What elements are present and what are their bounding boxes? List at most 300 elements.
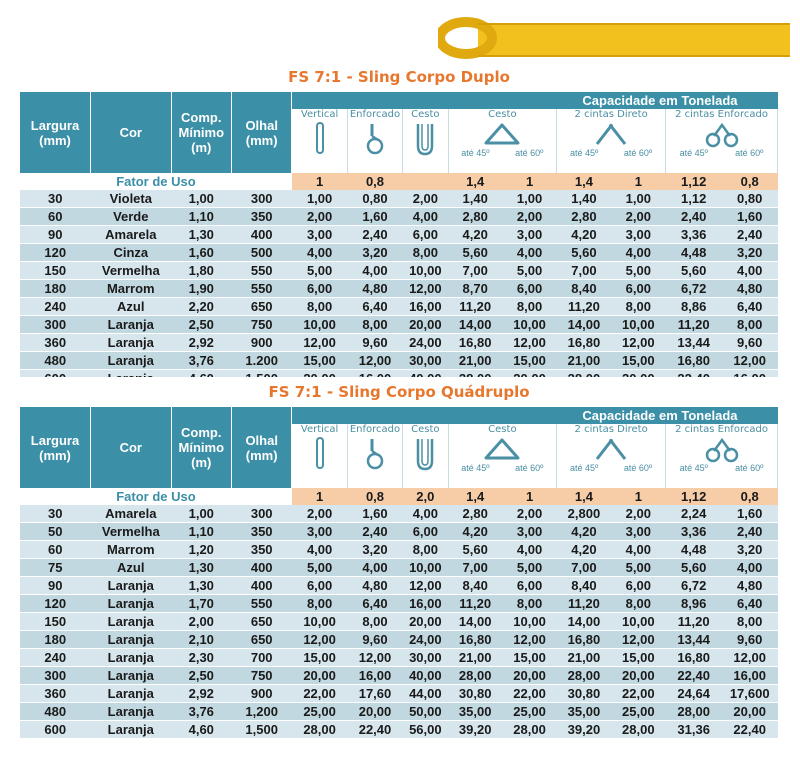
fator-value: 1	[611, 173, 665, 190]
table-cell: 30	[20, 505, 91, 523]
fator-value	[403, 173, 448, 190]
table-cell: 16,80	[666, 649, 722, 667]
table-cell: 12,00	[502, 334, 556, 352]
table-cell: 22,00	[292, 685, 347, 703]
table-cell: 400	[231, 577, 291, 595]
header-largura-text: (mm)	[39, 447, 71, 463]
table-cell: 1,60	[722, 505, 778, 523]
table-cell: Amarela	[91, 226, 172, 244]
table-cell: 2,40	[722, 226, 778, 244]
vertical-hitch-icon	[314, 437, 326, 469]
fator-value: 1	[611, 488, 665, 505]
table-cell: 600	[20, 721, 91, 739]
table-cell: 10,00	[403, 559, 448, 577]
table-cell: 12,00	[611, 334, 665, 352]
table-cell: 4,00	[403, 505, 448, 523]
table-cell: 6,40	[347, 595, 402, 613]
table-cell: 8,00	[611, 298, 665, 316]
table-cell: 7,00	[448, 559, 502, 577]
table-cell: 8,96	[666, 595, 722, 613]
table-cell: 6,00	[502, 577, 556, 595]
table-cell: 500	[231, 244, 291, 262]
header-olhal-text: Olhal	[245, 117, 278, 133]
table-cell: 10,00	[611, 316, 665, 334]
table-cell: 650	[231, 298, 291, 316]
table-cell: 3,20	[347, 244, 402, 262]
table-cell: 5,00	[292, 559, 347, 577]
angle-label: até 60º	[515, 463, 544, 473]
table-cell: 8,40	[557, 280, 611, 298]
table-cell: 2,00	[171, 613, 231, 631]
table-cell: Azul	[91, 559, 172, 577]
table-cell: 2,00	[502, 208, 556, 226]
table-cell: 30,00	[403, 649, 448, 667]
table-cell: 1,70	[171, 595, 231, 613]
table-cell: 3,00	[292, 226, 347, 244]
table-cell: 30,80	[448, 685, 502, 703]
angle-label: até 45º	[570, 148, 599, 158]
col-vertical	[292, 109, 347, 173]
table-cell: 4,20	[557, 523, 611, 541]
table-cell: 3,00	[611, 523, 665, 541]
col-direto-label: 2 cintas Direto	[574, 109, 648, 120]
table-cell: 550	[231, 595, 291, 613]
fator-value: 0,8	[347, 488, 402, 505]
fator-value: 1,4	[557, 173, 611, 190]
header-row	[20, 407, 778, 424]
table-cell: 6,40	[722, 298, 778, 316]
choker-hitch-icon	[364, 122, 386, 156]
table-cell: 3,76	[171, 703, 231, 721]
table-cell: 2,40	[666, 208, 722, 226]
table-cell: 20,00	[722, 703, 778, 721]
table-cell: 12,00	[502, 631, 556, 649]
table-cell: 44,00	[403, 685, 448, 703]
table-cell: 8,00	[722, 316, 778, 334]
table-cell: 3,00	[502, 226, 556, 244]
choker-hitch-icon	[364, 437, 386, 471]
col-enforcado	[347, 424, 402, 488]
table-cell: 10,00	[611, 613, 665, 631]
fator-value: 1,4	[448, 173, 502, 190]
table-cell: 6,00	[292, 280, 347, 298]
header-cor	[91, 92, 172, 173]
section-title: FS 7:1 - Sling Corpo Duplo	[20, 62, 778, 92]
table-cell: 20,00	[403, 316, 448, 334]
table-row	[20, 523, 778, 541]
table-cell: 24,00	[403, 334, 448, 352]
table-cell: 28,00	[292, 721, 347, 739]
table-cell: 4,48	[666, 541, 722, 559]
table-cell: 11,20	[557, 595, 611, 613]
table-cell: 9,60	[347, 631, 402, 649]
table-cell: 90	[20, 577, 91, 595]
section-corpo-duplo	[20, 62, 778, 388]
angle-label: até 45º	[570, 463, 599, 473]
table-cell: 60	[20, 208, 91, 226]
table-cell: 150	[20, 613, 91, 631]
col-direto-label: 2 cintas Direto	[574, 424, 648, 435]
table-cell: 10,00	[502, 316, 556, 334]
table-row	[20, 334, 778, 352]
header-comp-text: Mínimo	[178, 440, 225, 455]
col-enforcado-label: Enforcado	[349, 424, 401, 435]
table-cell: 3,20	[722, 244, 778, 262]
table-cell: 7,00	[448, 262, 502, 280]
table-row	[20, 352, 778, 370]
header-comp-text: (m)	[191, 455, 212, 470]
table-cell: 6,40	[722, 595, 778, 613]
table-cell: 1,90	[171, 280, 231, 298]
table-cell: 9,60	[722, 334, 778, 352]
col-direto-angles	[557, 148, 665, 158]
table-cell: 8,00	[502, 298, 556, 316]
table-cell: 4,00	[403, 208, 448, 226]
table-cell: 5,60	[557, 244, 611, 262]
table-cell: Laranja	[91, 316, 172, 334]
table-cell: 350	[231, 523, 291, 541]
table-row	[20, 649, 778, 667]
table-cell: 350	[231, 208, 291, 226]
table-cell: 3,00	[292, 523, 347, 541]
table-cell: 35,00	[448, 703, 502, 721]
table-cell: 20,00	[611, 667, 665, 685]
two-slings-choker-icon	[702, 122, 742, 148]
header-olhal-text: Olhal	[245, 432, 278, 448]
table-row	[20, 316, 778, 334]
table-cell: 16,80	[557, 334, 611, 352]
two-slings-direct-icon	[591, 122, 631, 148]
table-cell: 22,40	[347, 721, 402, 739]
table-cell: 28,00	[502, 721, 556, 739]
table-cell: 39,20	[557, 721, 611, 739]
table-cell: 7,00	[557, 262, 611, 280]
table-cell: 10,00	[292, 613, 347, 631]
table-row	[20, 559, 778, 577]
table-cell: 3,20	[722, 541, 778, 559]
table-cell: 22,40	[666, 667, 722, 685]
table-cell: 10,00	[502, 613, 556, 631]
col-cesto-angle-label: Cesto	[488, 424, 517, 435]
angle-label: até 60º	[515, 148, 544, 158]
header-row	[20, 92, 778, 109]
table-cell: 4,20	[557, 226, 611, 244]
table-cell: 35,00	[557, 703, 611, 721]
table-row	[20, 226, 778, 244]
table-cell: 120	[20, 244, 91, 262]
table-cell: 4,00	[347, 559, 402, 577]
table-cell: 17,60	[347, 685, 402, 703]
col-cesto-label: Cesto	[411, 424, 440, 435]
table-cell: 1,20	[171, 541, 231, 559]
table-cell: 15,00	[502, 649, 556, 667]
table-cell: 8,00	[403, 244, 448, 262]
table-cell: 2,80	[448, 208, 502, 226]
table-cell: 4,80	[722, 577, 778, 595]
col-cesto	[403, 109, 448, 173]
col-cintas-enforcado	[666, 424, 778, 488]
table-cell: 20,00	[347, 703, 402, 721]
table-cell: 6,72	[666, 577, 722, 595]
table-cell: Vermelha	[91, 523, 172, 541]
col-vertical-label: Vertical	[300, 424, 339, 435]
table-cell: 1,10	[171, 208, 231, 226]
table-cell: 2,92	[171, 334, 231, 352]
table-cell: 8,00	[722, 613, 778, 631]
table-cell: 12,00	[722, 352, 778, 370]
table-cell: Azul	[91, 298, 172, 316]
angle-label: até 60º	[623, 463, 653, 473]
angle-label: até 60º	[735, 148, 764, 158]
table-cell: 550	[231, 262, 291, 280]
table-cell: 2,20	[171, 298, 231, 316]
header-comp-text: Comp.	[181, 110, 222, 125]
table-cell: 4,00	[292, 541, 347, 559]
table-cell: 10,00	[403, 262, 448, 280]
table-cell: Violeta	[91, 190, 172, 208]
table-cell: 8,70	[448, 280, 502, 298]
header-largura	[20, 92, 91, 173]
header-largura-text: Largura	[30, 117, 80, 133]
table-row	[20, 190, 778, 208]
table-cell: 1,60	[347, 208, 402, 226]
table-cell: 3,00	[502, 523, 556, 541]
table-cell: 120	[20, 595, 91, 613]
table-cell: 24,00	[403, 631, 448, 649]
table-cell: 8,00	[611, 595, 665, 613]
table-row	[20, 613, 778, 631]
capacity-table-duplo	[20, 92, 778, 388]
table-cell: 2,40	[722, 523, 778, 541]
table-cell: 2,00	[611, 208, 665, 226]
table-cell: 700	[231, 649, 291, 667]
col-enforcado-label: Enforcado	[349, 109, 401, 120]
table-cell: 2,80	[448, 505, 502, 523]
table-cell: 180	[20, 280, 91, 298]
table-cell: Marrom	[91, 280, 172, 298]
col-cintas-enforcado-label: 2 cintas Enforcado	[675, 109, 768, 120]
fator-value: 1	[292, 488, 347, 505]
header-largura-text: Largura	[30, 432, 80, 448]
table-cell: 1,10	[171, 523, 231, 541]
table-cell: 25,00	[502, 703, 556, 721]
table-cell: 3,36	[666, 226, 722, 244]
table-cell: 8,00	[502, 595, 556, 613]
table-cell: 56,00	[403, 721, 448, 739]
fator-row	[20, 173, 778, 190]
table-cell: 480	[20, 352, 91, 370]
fator-value: 0,8	[347, 173, 402, 190]
table-cell: 50	[20, 523, 91, 541]
table-row	[20, 667, 778, 685]
fator-label: Fator de Uso	[20, 173, 292, 190]
col-cesto-angle	[448, 109, 557, 173]
table-cell: 6,00	[292, 577, 347, 595]
table-row	[20, 631, 778, 649]
table-cell: 16,00	[722, 667, 778, 685]
table-cell: 22,00	[611, 685, 665, 703]
fator-value: 1,4	[557, 488, 611, 505]
table-cell: 11,20	[448, 595, 502, 613]
table-cell: 16,80	[557, 631, 611, 649]
table-row	[20, 505, 778, 523]
table-cell: 5,60	[448, 244, 502, 262]
table-cell: Laranja	[91, 577, 172, 595]
table-row	[20, 577, 778, 595]
table-cell: 15,00	[292, 649, 347, 667]
table-cell: 400	[231, 559, 291, 577]
table-cell: Laranja	[91, 631, 172, 649]
table-cell: 360	[20, 334, 91, 352]
table-cell: 20,00	[292, 667, 347, 685]
table-cell: 40,00	[403, 667, 448, 685]
fator-row	[20, 488, 778, 505]
table-cell: 15,00	[292, 352, 347, 370]
table-cell: 2,00	[403, 190, 448, 208]
table-cell: 14,00	[448, 613, 502, 631]
table-cell: 14,00	[448, 316, 502, 334]
header-capacidade: Capacidade em Tonelada	[292, 407, 778, 424]
table-cell: 2,00	[502, 505, 556, 523]
col-cintas-enforcado-label: 2 cintas Enforcado	[675, 424, 768, 435]
table-cell: 4,48	[666, 244, 722, 262]
table-cell: Laranja	[91, 595, 172, 613]
table-cell: 21,00	[448, 649, 502, 667]
table-cell: 16,80	[448, 631, 502, 649]
col-cesto-angle-label: Cesto	[488, 109, 517, 120]
table-cell: 1.200	[231, 352, 291, 370]
table-cell: 15,00	[611, 649, 665, 667]
col-direto	[557, 424, 666, 488]
table-cell: 21,00	[557, 649, 611, 667]
section-corpo-quadruplo	[20, 377, 778, 739]
table-cell: 900	[231, 334, 291, 352]
table-cell: Cinza	[91, 244, 172, 262]
angle-label: até 45º	[461, 463, 490, 473]
table-cell: 6,00	[611, 577, 665, 595]
table-cell: 30	[20, 190, 91, 208]
header-comp	[171, 407, 231, 488]
table-cell: 1,60	[347, 505, 402, 523]
table-cell: 1,80	[171, 262, 231, 280]
two-slings-choker-icon	[702, 437, 742, 463]
header-comp-text: (m)	[191, 140, 212, 155]
table-cell: 0,80	[722, 190, 778, 208]
table-cell: 16,00	[403, 595, 448, 613]
table-row	[20, 298, 778, 316]
table-cell: 4,00	[502, 541, 556, 559]
table-cell: 1,00	[171, 505, 231, 523]
table-cell: 12,00	[347, 352, 402, 370]
table-cell: 4,00	[722, 262, 778, 280]
table-cell: 22,00	[502, 685, 556, 703]
table-cell: 300	[231, 505, 291, 523]
table-cell: 16,00	[347, 667, 402, 685]
table-cell: 2,10	[171, 631, 231, 649]
table-cell: 1,00	[171, 190, 231, 208]
col-vertical	[292, 424, 347, 488]
table-cell: Laranja	[91, 613, 172, 631]
table-cell: 4,20	[448, 523, 502, 541]
table-cell: Laranja	[91, 667, 172, 685]
table-row	[20, 685, 778, 703]
table-cell: 8,86	[666, 298, 722, 316]
table-cell: 3,36	[666, 523, 722, 541]
table-cell: 24,64	[666, 685, 722, 703]
table-cell: 75	[20, 559, 91, 577]
header-comp-text: Comp.	[181, 425, 222, 440]
table-cell: 4,80	[347, 577, 402, 595]
angle-label: até 45º	[679, 463, 708, 473]
table-cell: 550	[231, 280, 291, 298]
table-cell: 5,00	[502, 559, 556, 577]
table-cell: 12,00	[403, 280, 448, 298]
table-cell: 10,00	[292, 316, 347, 334]
fator-value: 1	[292, 173, 347, 190]
header-cor-text: Cor	[119, 125, 142, 140]
table-cell: 360	[20, 685, 91, 703]
header-olhal-text: (mm)	[245, 447, 278, 463]
table-cell: 0,80	[347, 190, 402, 208]
table-cell: 14,00	[557, 613, 611, 631]
table-cell: 9,60	[347, 334, 402, 352]
table-row	[20, 721, 778, 739]
table-cell: Marrom	[91, 541, 172, 559]
table-cell: 5,00	[292, 262, 347, 280]
table-cell: 15,00	[502, 352, 556, 370]
table-cell: 21,00	[448, 352, 502, 370]
table-cell: 3,20	[347, 541, 402, 559]
col-cintas-enforcado	[666, 109, 778, 173]
table-cell: 12,00	[722, 649, 778, 667]
table-cell: 11,20	[666, 316, 722, 334]
table-cell: Laranja	[91, 649, 172, 667]
table-cell: 12,00	[611, 631, 665, 649]
fator-value: 1,12	[666, 488, 722, 505]
table-cell: 28,00	[448, 667, 502, 685]
table-cell: 1,60	[722, 208, 778, 226]
header-largura-text: (mm)	[39, 132, 71, 148]
fator-value: 1,12	[666, 173, 722, 190]
table-cell: 4,20	[448, 226, 502, 244]
header-olhal	[231, 92, 291, 173]
table-cell: 6,40	[347, 298, 402, 316]
basket-angle-icon	[482, 437, 522, 463]
table-cell: 3,00	[611, 226, 665, 244]
table-cell: 150	[20, 262, 91, 280]
table-cell: 14,00	[557, 316, 611, 334]
table-cell: 39,20	[448, 721, 502, 739]
table-cell: 2,00	[611, 505, 665, 523]
table-cell: 4,80	[347, 280, 402, 298]
table-row	[20, 208, 778, 226]
table-cell: 5,00	[502, 262, 556, 280]
table-row	[20, 262, 778, 280]
table-cell: 750	[231, 316, 291, 334]
table-cell: 8,00	[292, 298, 347, 316]
col-enforcado	[347, 109, 402, 173]
table-cell: 11,20	[666, 613, 722, 631]
table-cell: 1,200	[231, 703, 291, 721]
fator-value: 1,4	[448, 488, 502, 505]
table-cell: 4,00	[611, 541, 665, 559]
table-cell: 8,40	[448, 577, 502, 595]
table-cell: 240	[20, 298, 91, 316]
fator-value: 0,8	[722, 173, 778, 190]
table-cell: 900	[231, 685, 291, 703]
table-cell: 2,00	[292, 505, 347, 523]
fator-label: Fator de Uso	[20, 488, 292, 505]
